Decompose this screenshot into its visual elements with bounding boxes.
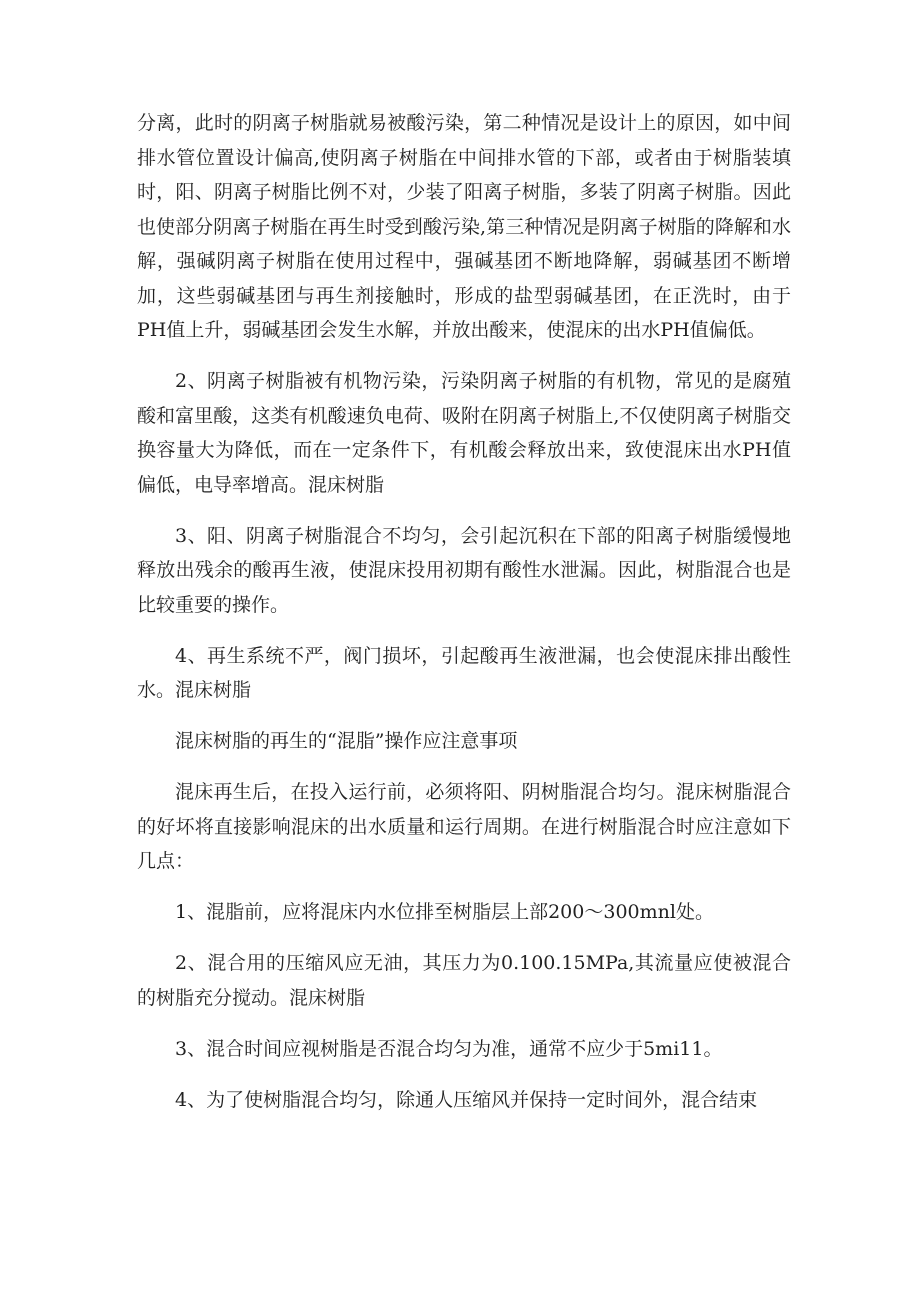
section-heading: 混床树脂的再生的“混脂”操作应注意事项 bbox=[175, 730, 518, 752]
paragraph-point-1: 1、混脂前，应将混床内水位排至树脂层上部200～300mnl处。 bbox=[175, 901, 714, 923]
paragraph-item-4: 4、再生系统不严，阀门损坏，引起酸再生液泄漏，也会使混床排出酸性水。混床树脂 bbox=[137, 644, 791, 701]
paragraph-point-4: 4、为了使树脂混合均匀，除通人压缩风并保持一定时间外，混合结束 bbox=[175, 1088, 758, 1111]
paragraph-continued: 分离，此时的阴离子树脂就易被酸污染，第二种情况是设计上的原因，如中间排水管位置设计偏高,使阴离子树脂在中间排水管的下部，或者由于树脂装填时，阳、阴离子树脂比例不对，少装了阳离子树脂，多装了阴离子树脂。因此也使部分阴离子树脂在再生时受到酸污染,第三种情况是阴离子树脂的降解和水解，强碱阴离子树脂在使用过程中，强碱基团不断地降解，弱碱基团不断增加，这些弱碱基团与再生剂接触时，形成的盐型弱碱基团，在正洗时，由于PH值上升，弱碱基团会发生水解，并放出酸来，使混床的出水PH值偏低。 bbox=[137, 112, 791, 341]
paragraph-point-2: 2、混合用的压缩风应无油，其压力为0.100.15MPa,其流量应使被混合的树脂充分搅动。混床树脂 bbox=[137, 952, 791, 1009]
paragraph-item-2: 2、阴离子树脂被有机物污染，污染阴离子树脂的有机物，常见的是腐殖酸和富里酸，这类有机酸速负电荷、吸附在阴离子树脂上,不仅使阴离子树脂交换容量大为降低，而在一定条件下，有机酸会释放出来，致使混床出水PH值偏低，电导率增高。混床树脂 bbox=[137, 370, 791, 496]
paragraph-item-3: 3、阳、阴离子树脂混合不均匀，会引起沉积在下部的阳离子树脂缓慢地释放出残余的酸再生液，使混床投用初期有酸性水泄漏。因此，树脂混合也是比较重要的操作。 bbox=[137, 524, 791, 616]
document-body bbox=[137, 106, 791, 1134]
paragraph-point-3: 3、混合时间应视树脂是否混合均匀为准，通常不应少于5mi11。 bbox=[175, 1037, 723, 1060]
paragraph-intro: 混床再生后，在投入运行前，必须将阳、阴树脂混合均匀。混床树脂混合的好坏将直接影响混床的出水质量和运行周期。在进行树脂混合时应注意如下几点： bbox=[137, 781, 791, 872]
